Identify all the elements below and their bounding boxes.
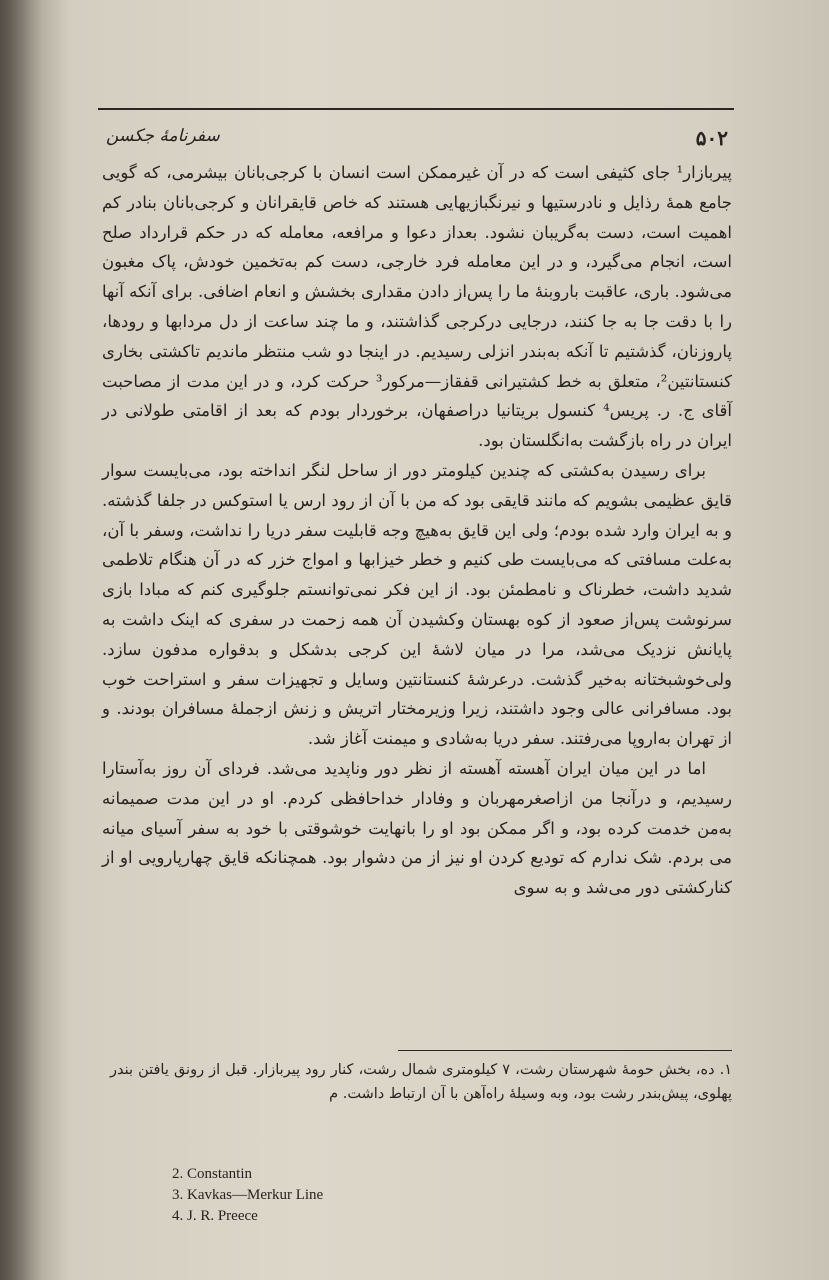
footnote-latin-item: 3. Kavkas—Merkur Line: [172, 1187, 324, 1203]
footnote-latin-item: 4. J. R. Preece: [172, 1208, 258, 1224]
footnote-rule: [398, 1050, 732, 1051]
paragraph: پیربازار¹ جای کثیفی است که در آن غیرممکن است انسان با کرجی‌بانان بیشرمی، که گویی جامع همهٔ رذایل و نادرستیها و نیرنگبازیهایی هستند که خاص قایقرانان و کرجی‌بانان بنادر کم اهمیت است، دست به‌گریبان نشود. بعداز دعوا و مرافعه، معامله که در حکم قرارداد صلح است، انجام می‌گیرد، و در این معامله فرد خارجی، دست کم به‌تخمین خودش، پاک مغبون می‌شود. باری، عاقبت باروبنهٔ ما را پس‌از دادن مقداری بخشش و انعام اضافی. برای آنکه آنها را با دقت جا به جا کنند، درجایی درکرجی گذاشتند، و ما چند ساعت از دل مردابها و رودها، پاروزنان، گذشتیم تا آنکه به‌بندر انزلی رسیدیم. در اینجا دو شب منتظر ماندیم تاکشتی بخاری کنستانتین²، متعلق به خط کشتیرانی قفقاز—مرکور³ حرکت کرد، و در این مدت از مصاحبت آقای ج. ر. پریس⁴ کنسول بریتانیا دراصفهان، برخوردار بودم که بعد از اقامتی طولانی در ایران در راه بازگشت به‌انگلستان بود.: [102, 163, 732, 451]
body-text: [102, 158, 732, 903]
paragraph: برای رسیدن به‌کشتی که چندین کیلومتر دور از ساحل لنگر انداخته بود، می‌بایست سوار قایق عظیمی بشویم که مانند قایقی بود که من با آن از رود ارس یا استوکس در جلفا گذشته. و به ایران وارد شده بودم؛ ولی این قایق به‌هیچ وجه قابلیت سفر دریا را نداشت، وسفر با آن، به‌علت مسافتی که می‌بایست طی کنیم و خطر خیزابها و امواج خزر که در آن هنگام تلاطمی شدید داشت، خطرناک و نامطمئن بود. از این فکر نمی‌توانستم جلوگیری کنم که مبادا بازی سرنوشت پس‌از صعود از کوه بهستان وکشیدن آن همه زحمت در سفری که اینک داشت به پایانش نزدیک می‌شد، مرا در میان لاشهٔ این کرجی بدشکل و بدقواره مدفون سازد. ولی‌خوشبختانه به‌خیر گذشت. درعرشهٔ کنستانتین وسایل و تجهیزات سفر و استراحت خوب بود. مسافرانی عالی وجود داشتند، زیرا وزیرمختار اتریش و زنش ازجملهٔ مسافران بودند. و از تهران به‌اروپا می‌رفتند. سفر دریا به‌شادی و میمنت آغاز شد.: [102, 460, 732, 749]
footnote-persian: ۱. ده، بخش حومهٔ شهرستان رشت، ۷ کیلومتری شمال رشت، کنار رود پیربازار. قبل از رونق یافتن بندر پهلوی، پیش‌بندر رشت بود، وبه وسیلهٔ راه‌آهن با آن ارتباط داشت. م: [110, 1062, 732, 1102]
paragraph: اما در این میان ایران آهسته آهسته از نظر دور وناپدید می‌شد. فردای آن روز به‌آستارا رسیدیم، و درآنجا من ازاصغرمهربان و وفادار خداحافظی کردم. او در این مدت صمیمانه به‌من خدمت کرده بود، و اگر ممکن بود او را بانهایت خوشوقتی با خود به سفر آسیای میانه می بردم. شک ندارم که تودیع کردن او نیز از من دشوار بود. همچنانکه قایق چهارپارویی او از کنارکشتی دور می‌شد و به سوی: [102, 758, 732, 898]
footnote-latin-item: 2. Constantin: [172, 1166, 253, 1182]
running-title: سفرنامهٔ جکسن: [106, 126, 220, 146]
header-rule: [98, 108, 734, 110]
page-gutter-shadow: [0, 0, 42, 1280]
footnote-latin-list: [172, 1164, 472, 1227]
page-number: ۵۰۲: [695, 126, 728, 150]
page-header: [98, 108, 734, 156]
